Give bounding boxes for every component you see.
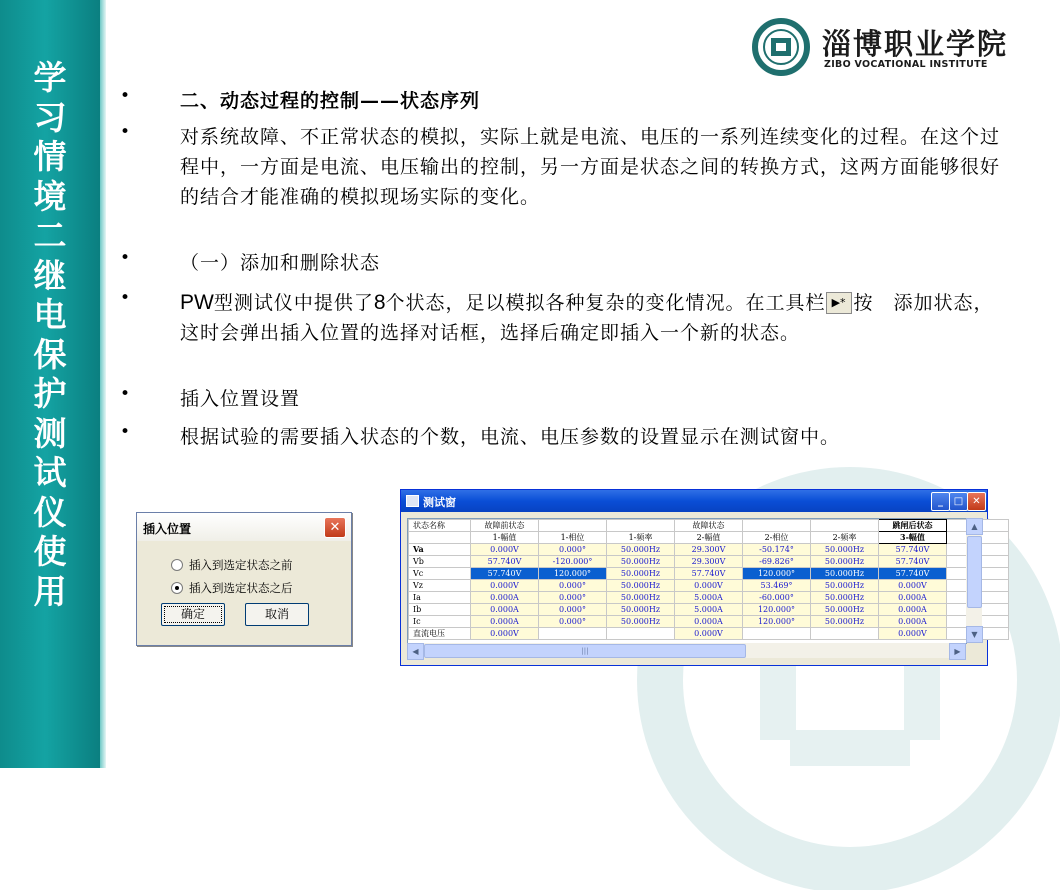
table-cell[interactable]: 57.740V bbox=[879, 544, 947, 556]
test-window-title: 测试窗 bbox=[423, 496, 456, 509]
table-cell[interactable]: 0.000A bbox=[675, 616, 743, 628]
vertical-title bbox=[0, 58, 100, 611]
table-cell[interactable]: 50.000Hz bbox=[811, 568, 879, 580]
pw-text-3: 按 添加状态，这时会弹出插入位置的选择对话框，选择后确定即插入一个新的状态。 bbox=[180, 292, 994, 344]
table-cell[interactable]: -69.826° bbox=[743, 556, 811, 568]
table-row bbox=[409, 592, 1009, 604]
section-heading: 二、动态过程的控制——状态序列 bbox=[180, 90, 481, 112]
table-cell[interactable]: 57.740V bbox=[471, 556, 539, 568]
table-cell[interactable]: -60.000° bbox=[743, 592, 811, 604]
hscroll-thumb[interactable]: ||| bbox=[424, 644, 746, 658]
table-cell[interactable] bbox=[539, 628, 607, 640]
pw-text-1: 型测试仪中提供了 bbox=[213, 292, 374, 314]
table-cell[interactable]: 0.000V bbox=[879, 580, 947, 592]
table-cell[interactable]: 0.000A bbox=[471, 592, 539, 604]
scroll-left-icon[interactable]: ◀ bbox=[407, 643, 424, 660]
table-cell[interactable]: 57.740V bbox=[879, 556, 947, 568]
institute-logo bbox=[752, 14, 1012, 80]
table-cell[interactable]: 0.000A bbox=[879, 616, 947, 628]
sidebar-title-char: 用 bbox=[33, 571, 67, 611]
institute-emblem-icon bbox=[752, 18, 810, 76]
maximize-icon[interactable]: □ bbox=[949, 492, 968, 511]
table-cell[interactable]: 0.000A bbox=[879, 604, 947, 616]
column-header: 2-相位 bbox=[743, 532, 811, 544]
table-cell[interactable]: 29.300V bbox=[675, 544, 743, 556]
table-cell[interactable]: 0.000V bbox=[471, 628, 539, 640]
table-row bbox=[409, 520, 1009, 532]
table-row bbox=[409, 628, 1009, 640]
bullet-symbol: • bbox=[120, 86, 131, 106]
bullet-symbol: • bbox=[120, 288, 131, 308]
table-cell[interactable]: 0.000V bbox=[471, 544, 539, 556]
column-group-header: 故障状态 bbox=[675, 520, 743, 532]
radio-insert-before[interactable] bbox=[171, 557, 293, 573]
bullet-text: 根据试验的需要插入状态的个数，电流、电压参数的设置显示在测试窗中。 bbox=[180, 426, 841, 448]
table-cell[interactable]: 50.000Hz bbox=[607, 592, 675, 604]
logo-name-cn: 淄博职业学院 bbox=[822, 27, 1009, 61]
close-icon[interactable]: ✕ bbox=[967, 492, 986, 511]
table-cell[interactable]: 0.000° bbox=[539, 580, 607, 592]
minimize-icon[interactable]: _ bbox=[931, 492, 950, 511]
sidebar-title-char: 使 bbox=[33, 532, 67, 571]
table-cell[interactable]: 50.000Hz bbox=[607, 580, 675, 592]
table-cell[interactable]: 5.000A bbox=[675, 592, 743, 604]
row-label: 直流电压 bbox=[409, 628, 471, 640]
table-cell[interactable]: 0.000V bbox=[675, 580, 743, 592]
table-cell[interactable]: 0.000° bbox=[539, 592, 607, 604]
sidebar-title-char: 试 bbox=[33, 453, 67, 492]
sidebar-title-char: 护 bbox=[33, 374, 67, 413]
column-group-header: 故障前状态 bbox=[471, 520, 539, 532]
sidebar-title-char: 仪 bbox=[33, 492, 67, 532]
subsection-heading: （一）添加和删除状态 bbox=[180, 252, 381, 274]
column-group-header bbox=[607, 520, 675, 532]
sidebar-title-char: 测 bbox=[33, 413, 67, 453]
column-header: 3-幅值 bbox=[879, 532, 947, 544]
table-cell[interactable]: 120.000° bbox=[743, 604, 811, 616]
table-cell[interactable]: 0.000V bbox=[471, 580, 539, 592]
table-cell[interactable]: 50.000Hz bbox=[811, 544, 879, 556]
cancel-button[interactable]: 取消 bbox=[245, 603, 309, 626]
table-cell[interactable]: 50.000Hz bbox=[811, 580, 879, 592]
table-cell[interactable] bbox=[811, 628, 879, 640]
radio-insert-after[interactable] bbox=[171, 580, 293, 596]
column-header: 1-频率 bbox=[607, 532, 675, 544]
sidebar-title-char: 保 bbox=[33, 334, 67, 374]
state-table bbox=[408, 519, 1009, 640]
bullet-text-pw bbox=[180, 288, 1012, 348]
logo-name-en: ZIBO VOCATIONAL INSTITUTE bbox=[824, 59, 988, 70]
scroll-right-icon[interactable]: ▶ bbox=[949, 643, 966, 660]
column-header: 1-幅值 bbox=[471, 532, 539, 544]
table-cell[interactable]: 50.000Hz bbox=[607, 604, 675, 616]
row-label: Ic bbox=[409, 616, 471, 628]
table-cell[interactable] bbox=[743, 628, 811, 640]
insert-position-dialog bbox=[136, 512, 352, 646]
row-label: Vz bbox=[409, 580, 471, 592]
add-state-toolbar-icon: ▶* bbox=[826, 292, 852, 314]
table-cell[interactable]: 0.000V bbox=[879, 628, 947, 640]
table-cell[interactable]: 5.000A bbox=[675, 604, 743, 616]
sidebar-edge bbox=[100, 0, 106, 768]
table-cell[interactable]: 50.000Hz bbox=[811, 556, 879, 568]
radio-circle-icon[interactable] bbox=[171, 559, 183, 571]
table-cell[interactable]: 0.000V bbox=[675, 628, 743, 640]
ok-button[interactable]: 确定 bbox=[161, 603, 225, 626]
table-row bbox=[409, 604, 1009, 616]
table-cell[interactable]: 57.740V bbox=[471, 568, 539, 580]
dialog-close-icon[interactable]: ✕ bbox=[324, 517, 346, 538]
table-cell[interactable]: 29.300V bbox=[675, 556, 743, 568]
radio-label: 插入到选定状态之前 bbox=[189, 558, 293, 572]
column-header: 2-频率 bbox=[811, 532, 879, 544]
column-group-header bbox=[743, 520, 811, 532]
row-label: Vb bbox=[409, 556, 471, 568]
column-group-header bbox=[539, 520, 607, 532]
radio-checked-icon[interactable] bbox=[171, 582, 183, 594]
table-cell[interactable]: 120.000° bbox=[743, 616, 811, 628]
bullet-symbol: • bbox=[120, 384, 131, 404]
column-group-header bbox=[811, 520, 879, 532]
sidebar-title-char: 情 bbox=[33, 137, 67, 176]
sidebar-title-char: 境 bbox=[33, 176, 67, 216]
table-cell[interactable]: 50.000Hz bbox=[811, 592, 879, 604]
table-cell[interactable]: 50.000Hz bbox=[607, 568, 675, 580]
table-cell[interactable]: 0.000A bbox=[471, 616, 539, 628]
table-row bbox=[409, 544, 1009, 556]
table-cell[interactable]: 53.469° bbox=[743, 580, 811, 592]
bullet-symbol: • bbox=[120, 248, 131, 268]
dialog-title: 插入位置 bbox=[143, 522, 192, 536]
test-window bbox=[400, 489, 988, 666]
table-cell[interactable] bbox=[607, 628, 675, 640]
pw-model: PW bbox=[180, 291, 214, 314]
table-cell[interactable]: -50.174° bbox=[743, 544, 811, 556]
state-grid[interactable] bbox=[407, 518, 967, 644]
row-label: Ib bbox=[409, 604, 471, 616]
row-label: Va bbox=[409, 544, 471, 556]
column-header: 1-相位 bbox=[539, 532, 607, 544]
table-cell[interactable]: 0.000° bbox=[539, 616, 607, 628]
bullet-text: 插入位置设置 bbox=[180, 388, 301, 410]
table-cell[interactable]: -120.000° bbox=[539, 556, 607, 568]
column-header: 2-幅值 bbox=[675, 532, 743, 544]
table-row bbox=[409, 568, 1009, 580]
table-cell[interactable]: 50.000Hz bbox=[607, 616, 675, 628]
column-header bbox=[409, 532, 471, 544]
scroll-up-icon[interactable]: ▲ bbox=[966, 518, 983, 535]
horizontal-scrollbar[interactable] bbox=[407, 643, 965, 658]
bullet-text: 对系统故障、不正常状态的模拟，实际上就是电流、电压的一系列连续变化的过程。在这个过程中，一方面是电流、电压输出的控制，另一方面是状态之间的转换方式，这两方面能够很好的结合才能准确的模拟现场实际的变化。 bbox=[180, 126, 1001, 208]
table-cell[interactable]: 0.000° bbox=[539, 604, 607, 616]
bullet-symbol: • bbox=[120, 122, 131, 142]
table-cell[interactable]: 50.000Hz bbox=[811, 616, 879, 628]
table-cell[interactable]: 120.000° bbox=[539, 568, 607, 580]
table-cell[interactable]: 50.000Hz bbox=[607, 556, 675, 568]
pw-text-2: 个状态，足以模拟各种复杂的变化情况。在工具栏 bbox=[385, 292, 826, 314]
vertical-scrollbar[interactable] bbox=[966, 518, 982, 642]
radio-label: 插入到选定状态之后 bbox=[189, 581, 293, 595]
bullet-symbol: • bbox=[120, 422, 131, 442]
table-cell[interactable]: 50.000Hz bbox=[811, 604, 879, 616]
table-row bbox=[409, 556, 1009, 568]
table-cell[interactable]: 120.000° bbox=[743, 568, 811, 580]
column-group-header: 状态名称 bbox=[409, 520, 471, 532]
table-cell[interactable]: 0.000A bbox=[879, 592, 947, 604]
table-row bbox=[409, 616, 1009, 628]
row-label: Vc bbox=[409, 568, 471, 580]
dialog-titlebar bbox=[137, 513, 351, 541]
table-cell[interactable]: 0.000° bbox=[539, 544, 607, 556]
sidebar-title-char: 二 bbox=[33, 216, 67, 255]
table-cell[interactable]: 0.000A bbox=[471, 604, 539, 616]
state-count: 8 bbox=[373, 291, 386, 314]
window-app-icon bbox=[406, 495, 419, 507]
sidebar-title-char: 习 bbox=[33, 97, 67, 137]
scroll-thumb[interactable] bbox=[967, 536, 982, 608]
sidebar-title-char: 学 bbox=[33, 58, 67, 97]
column-group-header: 跳闸后状态 bbox=[879, 520, 947, 532]
table-row bbox=[409, 580, 1009, 592]
table-cell[interactable]: 57.740V bbox=[879, 568, 947, 580]
table-row bbox=[409, 532, 1009, 544]
table-cell[interactable]: 57.740V bbox=[675, 568, 743, 580]
row-label: Ia bbox=[409, 592, 471, 604]
scroll-down-icon[interactable]: ▼ bbox=[966, 626, 983, 643]
table-cell[interactable]: 50.000Hz bbox=[607, 544, 675, 556]
test-window-titlebar bbox=[401, 490, 987, 512]
sidebar-title-char: 继 bbox=[33, 255, 67, 295]
sidebar-title-char: 电 bbox=[33, 295, 67, 334]
